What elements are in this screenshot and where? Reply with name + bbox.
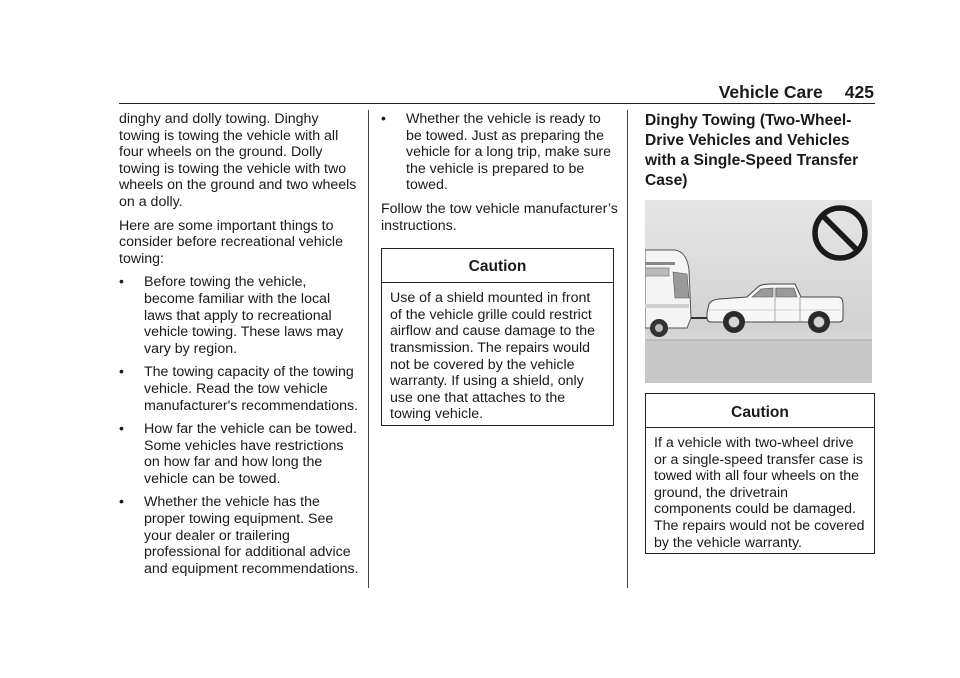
- bullet-icon: •: [119, 274, 124, 291]
- column-divider-1: [368, 110, 369, 588]
- list-item-text: The towing capacity of the towing vehicle. Read the tow vehicle manufacturer's recommendations.: [144, 364, 359, 414]
- caution-title: Caution: [382, 249, 613, 283]
- section-title: Dinghy Towing (Two-Wheel-Drive Vehicles and Vehicles with a Single-Speed Transfer Case): [645, 112, 859, 189]
- list-item-text: Before towing the vehicle, become familiar with the local laws that apply to recreational vehicle towing. These laws may vary by region.: [144, 274, 344, 357]
- road-surface: [645, 340, 872, 383]
- caution-box: [381, 248, 614, 426]
- list-item-text: Whether the vehicle has the proper towing equipment. See your dealer or trailering professional for additional advice and equipment recommendations.: [144, 494, 359, 577]
- list-item: [381, 111, 619, 194]
- caution-text: If a vehicle with two-wheel drive or a single-speed transfer case is towed with all four wheels on the ground, the drivetrain components could be damaged. The repairs would not be covered by the vehicle warranty.: [654, 435, 865, 551]
- list-item-text: Whether the vehicle is ready to be towed. Just as preparing the vehicle for a long trip, make sure the vehicle is prepared to be towed.: [406, 111, 612, 194]
- list-item-text: How far the vehicle can be towed. Some vehicles have restrictions on how far and how long the vehicle can be towed.: [144, 421, 357, 487]
- bullet-icon: •: [119, 421, 124, 438]
- page-header: [628, 82, 874, 103]
- header-rule: [119, 103, 875, 104]
- column-2: [381, 111, 619, 426]
- column-1: [119, 111, 359, 584]
- paragraph: dinghy and dolly towing. Dinghy towing is towing the vehicle with all four wheels on the ground. Dolly towing is towing the vehicle with two wheels on the ground and two wheels on a dolly.: [119, 111, 357, 210]
- list-item: [119, 421, 359, 487]
- column-divider-2: [627, 110, 628, 588]
- page-number: 425: [844, 82, 874, 102]
- paragraph: Here are some important things to consider before recreational vehicle towing:: [119, 217, 343, 267]
- dinghy-towing-illustration: [645, 200, 872, 383]
- caution-box: [645, 393, 875, 554]
- paragraph: Follow the tow vehicle manufacturer’s instructions.: [381, 200, 618, 234]
- caution-text: Use of a shield mounted in front of the vehicle grille could restrict airflow and cause damage to the transmission. The repairs would not be covered by the vehicle warranty. If using a shield, only use one that attaches to the towing vehicle.: [390, 290, 596, 423]
- list-item: [119, 494, 359, 577]
- bullet-icon: •: [119, 494, 124, 511]
- bullet-icon: •: [119, 364, 124, 381]
- list-item: [119, 274, 359, 357]
- list-item: [119, 364, 359, 414]
- caution-title: Caution: [646, 394, 874, 428]
- bullet-icon: •: [381, 111, 386, 127]
- section-name: Vehicle Care: [718, 82, 823, 102]
- motorhome-icon: [645, 250, 691, 337]
